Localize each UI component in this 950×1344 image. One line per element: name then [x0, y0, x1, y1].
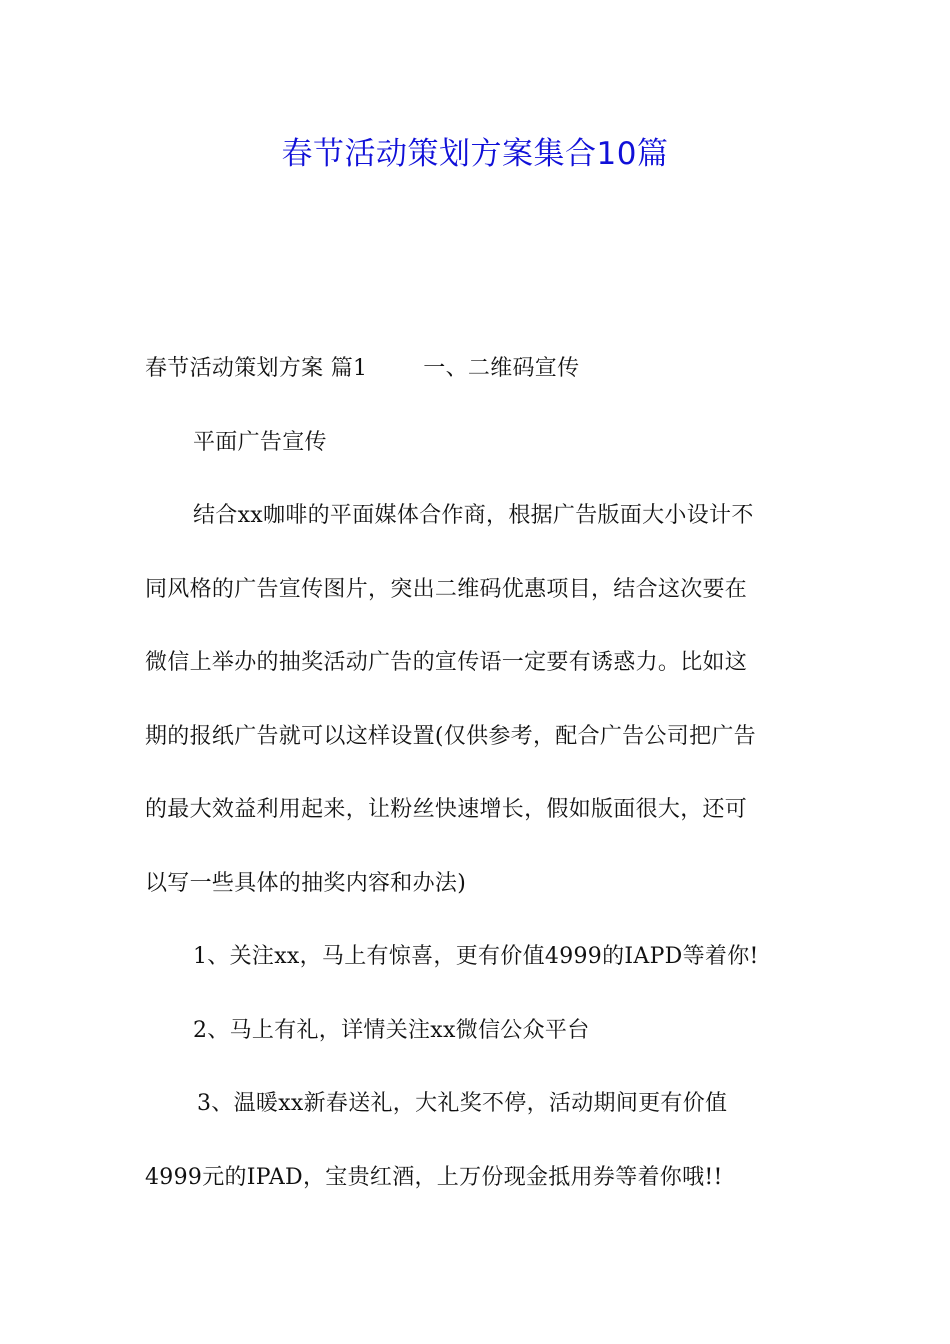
paragraph-line: 平面广告宣传 [193, 429, 327, 455]
document-title: 春节活动策划方案集合10篇 [281, 136, 669, 172]
paragraph-line: 的最大效益利用起来，让粉丝快速增长，假如版面很大，还可 [145, 797, 748, 822]
section-heading: 一、二维码宣传 [423, 356, 580, 381]
paragraph-line: 期的报纸广告就可以这样设置(仅供参考，配合广告公司把广告 [145, 723, 756, 749]
paragraph-line: 以写一些具体的抽奖内容和办法) [145, 870, 467, 896]
section-header-line [145, 332, 807, 406]
list-item: 3、温暖xx新春送礼，大礼奖不停，活动期间更有价值 [197, 1091, 728, 1116]
list-item: 2、马上有礼，详情关注xx微信公众平台 [193, 1017, 590, 1043]
list-item: 1、关注xx，马上有惊喜，更有价值4999的IAPD等着你! [193, 944, 759, 969]
section-label: 春节活动策划方案 篇1 [145, 356, 368, 381]
paragraph-line: 微信上举办的抽奖活动广告的宣传语一定要有诱惑力。比如这 [145, 650, 748, 675]
paragraph-line: 同风格的广告宣传图片，突出二维码优惠项目，结合这次要在 [145, 576, 748, 602]
document-body [145, 332, 807, 1214]
paragraph-line: 结合xx咖啡的平面媒体合作商，根据广告版面大小设计不 [193, 503, 754, 528]
list-item-continuation: 4999元的IPAD，宝贵红酒，上万份现金抵用券等着你哦!! [145, 1164, 723, 1190]
